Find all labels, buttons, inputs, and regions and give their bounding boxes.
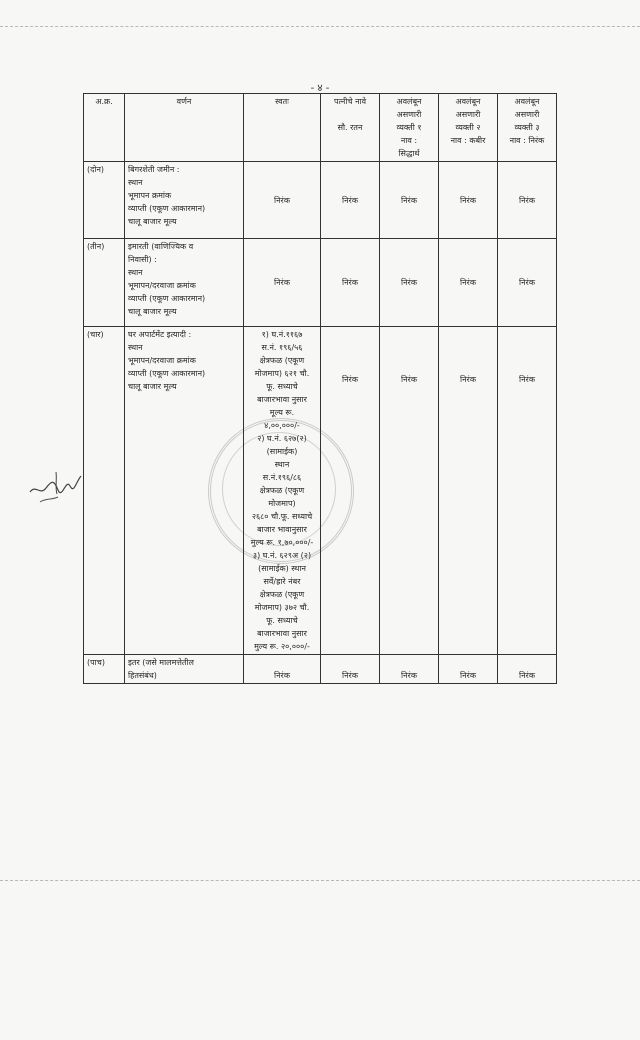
table-row (84, 162, 557, 239)
header-spouse-label: पत्नीचे नावे (333, 97, 367, 106)
header-dep1-line: नाव : (400, 136, 418, 145)
dependent-3-value: निरंक (498, 239, 557, 327)
header-serial-number: अ.क्र. (84, 94, 125, 162)
spouse-value: निरंक (321, 162, 380, 239)
scan-edge-line-bottom (0, 880, 640, 881)
assets-declaration-table (83, 93, 557, 684)
row-serial: (दोन) (84, 162, 125, 239)
property-line: क्षेत्रफळ (एकूण (259, 486, 305, 495)
dependent-2-value: निरंक (439, 655, 498, 684)
description-line: निवासी) : (128, 255, 157, 264)
spouse-value: निरंक (321, 655, 380, 684)
self-value: निरंक (244, 239, 321, 327)
description-line: स्थान (128, 178, 143, 187)
property-line: क्षेत्रफळ (एकूण (259, 356, 305, 365)
property-line: २) घ.नं. ६२७(२) (257, 434, 307, 443)
description-line: घर अपार्टमेंट इत्यादी : (128, 330, 192, 339)
description-line: व्याप्ती (एकूण आकारमान) (128, 369, 206, 378)
property-line: बाजारभावा नुसार (257, 395, 307, 404)
property-line: मोजमाप) ३७२ चौ. (254, 603, 310, 612)
dependent-2-value: निरंक (439, 162, 498, 239)
header-dep1-line: असणारी (396, 110, 422, 119)
header-self: स्वतः (244, 94, 321, 162)
row-description (125, 239, 244, 327)
dependent-3-value: निरंक (498, 327, 557, 655)
header-dep3-line: असणारी (514, 110, 540, 119)
description-line: बिगरशेती जमीन : (128, 165, 180, 174)
header-spouse-name: सौ. रतन (337, 123, 363, 132)
property-line: बाजारभावा नुसार (257, 629, 307, 638)
dependent-1-value: निरंक (380, 239, 439, 327)
dependent-3-value: निरंक (498, 655, 557, 684)
header-dep1-line: अवलंबून (396, 97, 422, 106)
dependent-1-value: निरंक (380, 655, 439, 684)
table-row (84, 239, 557, 327)
self-value: निरंक (244, 162, 321, 239)
page-number: - ४ - (310, 83, 330, 94)
dependent-2-value: निरंक (439, 327, 498, 655)
description-line: चालू बाजार मूल्य (128, 382, 177, 391)
spouse-value: निरंक (321, 327, 380, 655)
header-row (84, 94, 557, 162)
property-line: मुल्य रू. २०,०००/- (254, 642, 310, 651)
description-line: भूमापन क्रमांक (128, 191, 172, 200)
self-value: निरंक (244, 655, 321, 684)
property-line: ४,००,०००/- (264, 421, 300, 430)
property-line: बाजार भावानुसार (257, 525, 307, 534)
property-line: मोजमाप) ६२१ चौ. (254, 369, 310, 378)
header-spouse-gap (324, 108, 376, 121)
description-line: व्याप्ती (एकूण आकारमान) (128, 294, 206, 303)
dependent-3-value: निरंक (498, 162, 557, 239)
spouse-value: निरंक (321, 239, 380, 327)
header-dep2-line: नाव : कबीर (450, 136, 486, 145)
property-line: ३) घ.नं. ६२९अ (२) (252, 551, 312, 560)
property-line: स.नं. १९६/५६ (261, 343, 303, 352)
header-dependent-2 (439, 94, 498, 162)
description-line: चालू बाजार मूल्य (128, 217, 177, 226)
property-line: मुल्य रू. १,७०,०००/- (250, 538, 314, 547)
header-description: वर्णन (125, 94, 244, 162)
row-serial: (तीन) (84, 239, 125, 327)
row-serial: (पाच) (84, 655, 125, 684)
property-line: १) घ.नं.११६७ (261, 330, 303, 339)
header-dep3-line: अवलंबून (514, 97, 540, 106)
dependent-1-value: निरंक (380, 162, 439, 239)
property-line: स.नं.१९६/८६ (262, 473, 302, 482)
property-line: मूल्य रू. (269, 408, 295, 417)
header-dep2-line: अवलंबून (455, 97, 481, 106)
property-line: सर्वे/ह्रारे नंबर (263, 577, 301, 586)
description-line: व्याप्ती (एकूण आकारमान) (128, 204, 206, 213)
description-line: स्थान (128, 343, 143, 352)
row-description (125, 162, 244, 239)
self-property-list (244, 327, 321, 655)
description-line: इमारती (वाणिज्यिक व (128, 242, 194, 251)
header-dep3-line: नाव : निरंक (509, 136, 545, 145)
dependent-2-value: निरंक (439, 239, 498, 327)
scan-edge-line-top (0, 26, 640, 27)
row-description (125, 327, 244, 655)
description-line: हितसंबंध) (128, 671, 157, 680)
dependent-1-value: निरंक (380, 327, 439, 655)
description-line: भूमापन/दरवाजा क्रमांक (128, 356, 196, 365)
property-line: मोजमाप) (268, 499, 296, 508)
description-line: स्थान (128, 268, 143, 277)
property-line: फू. सध्याचे (266, 382, 298, 391)
header-dep1-line: व्यक्ती १ (396, 123, 422, 132)
header-dependent-1 (380, 94, 439, 162)
description-line: चालू बाजार मूल्य (128, 307, 177, 316)
header-dep3-line: व्यक्ती ३ (514, 123, 540, 132)
header-dependent-3 (498, 94, 557, 162)
header-dep1-line: सिद्धार्थ (398, 149, 420, 158)
property-line: क्षेत्रफळ (एकूण (259, 590, 305, 599)
property-line: फू. सध्याचे (266, 616, 298, 625)
description-line: भूमापन/दरवाजा क्रमांक (128, 281, 196, 290)
row-description (125, 655, 244, 684)
property-line: २६८० चौ.फू. सध्याचे (251, 512, 313, 521)
property-line: (सामाईक) स्थान (258, 564, 306, 573)
header-dep2-line: असणारी (455, 110, 481, 119)
table-row (84, 327, 557, 655)
property-line: (सामाईक) (266, 447, 298, 456)
property-line: स्थान (274, 460, 290, 469)
description-line: इतर (जसे मालमत्तेतील (128, 658, 194, 667)
header-dep2-line: व्यक्ती २ (455, 123, 481, 132)
table-row (84, 655, 557, 684)
margin-signature (26, 462, 84, 508)
row-serial: (चार) (84, 327, 125, 655)
header-spouse (321, 94, 380, 162)
